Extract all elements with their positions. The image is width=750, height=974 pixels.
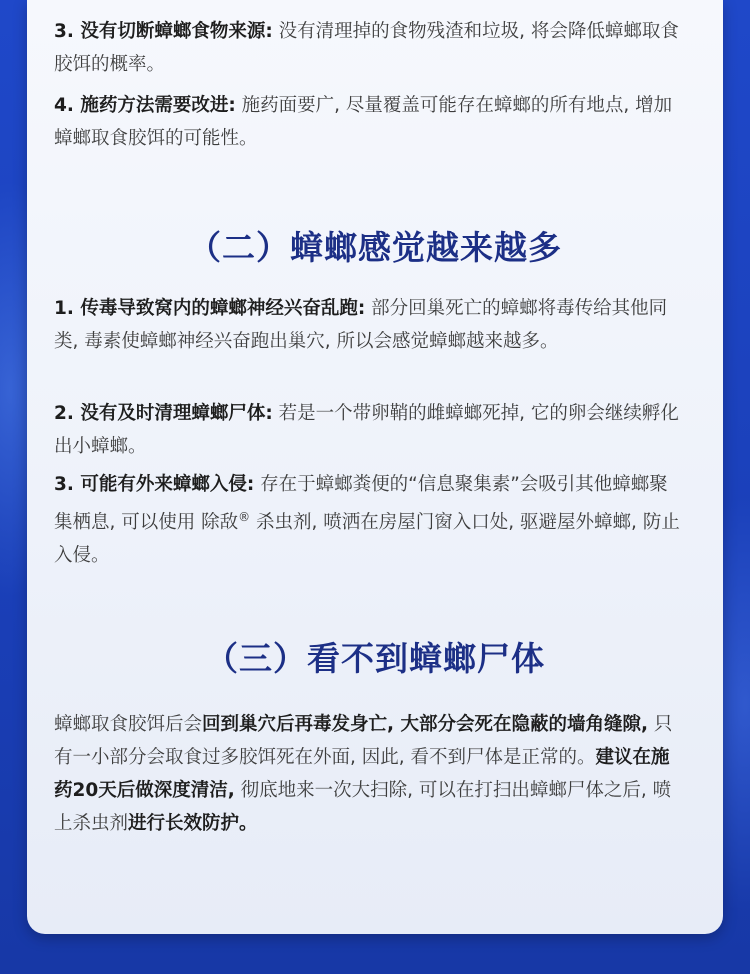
emphasis-run: 建议在施药20天后做深度清洁, bbox=[54, 747, 670, 801]
item-external-invasion bbox=[54, 468, 684, 572]
item-improve-method bbox=[54, 89, 684, 155]
text-run: 只有一小部分会取食过多胶饵死在外面, 因此, 看不到尸体是正常的。 bbox=[54, 714, 673, 768]
emphasis-run: 进行长效防护。 bbox=[128, 813, 258, 834]
section-heading-no-corpses: （三）看不到蟑螂尸体 bbox=[205, 639, 545, 678]
text-run: 蟑螂取食胶饵后会 bbox=[54, 714, 203, 735]
item-title: 4. 施药方法需要改进: bbox=[54, 95, 236, 116]
item-body: 施药面要广, 尽量覆盖可能存在蟑螂的所有地点, 增加蟑螂取食胶饵的可能性。 bbox=[54, 95, 673, 149]
item-title: 3. 可能有外来蟑螂入侵: bbox=[54, 474, 255, 495]
item-body-a: 存在于蟑螂粪便的“信息聚集素”会吸引其他蟑螂聚集栖息, 可以使用 除敌 bbox=[54, 474, 668, 534]
item-title: 1. 传毒导致窝内的蟑螂神经兴奋乱跑: bbox=[54, 298, 366, 319]
item-body: 部分回巢死亡的蟑螂将毒传给其他同类, 毒素使蟑螂神经兴奋跑出巢穴, 所以会感觉蟑螂越来越多。 bbox=[54, 298, 668, 352]
item-body: 没有清理掉的食物残渣和垃圾, 将会降低蟑螂取食胶饵的概率。 bbox=[54, 21, 679, 75]
item-clear-corpses bbox=[54, 397, 684, 463]
text-run: 彻底地来一次大扫除, 可以在打扫出蟑螂尸体之后, 喷上杀虫剂 bbox=[54, 780, 672, 834]
item-title: 2. 没有及时清理蟑螂尸体: bbox=[54, 403, 273, 424]
item-poison-transmission bbox=[54, 292, 684, 358]
section-heading-more-cockroaches: （二）蟑螂感觉越来越多 bbox=[188, 228, 562, 267]
registered-mark: ® bbox=[238, 510, 251, 524]
item-title: 3. 没有切断蟑螂食物来源: bbox=[54, 21, 273, 42]
emphasis-run: 回到巢穴后再毒发身亡, 大部分会死在隐蔽的墙角缝隙, bbox=[202, 714, 649, 735]
paragraph-no-corpses bbox=[54, 708, 684, 840]
item-body-b: 杀虫剂, 喷洒在房屋门窗入口处, 驱避屋外蟑螂, 防止入侵。 bbox=[54, 512, 680, 567]
item-no-food-cutoff bbox=[54, 15, 684, 81]
item-body: 若是一个带卵鞘的雌蟑螂死掉, 它的卵会继续孵化出小蟑螂。 bbox=[54, 403, 679, 457]
